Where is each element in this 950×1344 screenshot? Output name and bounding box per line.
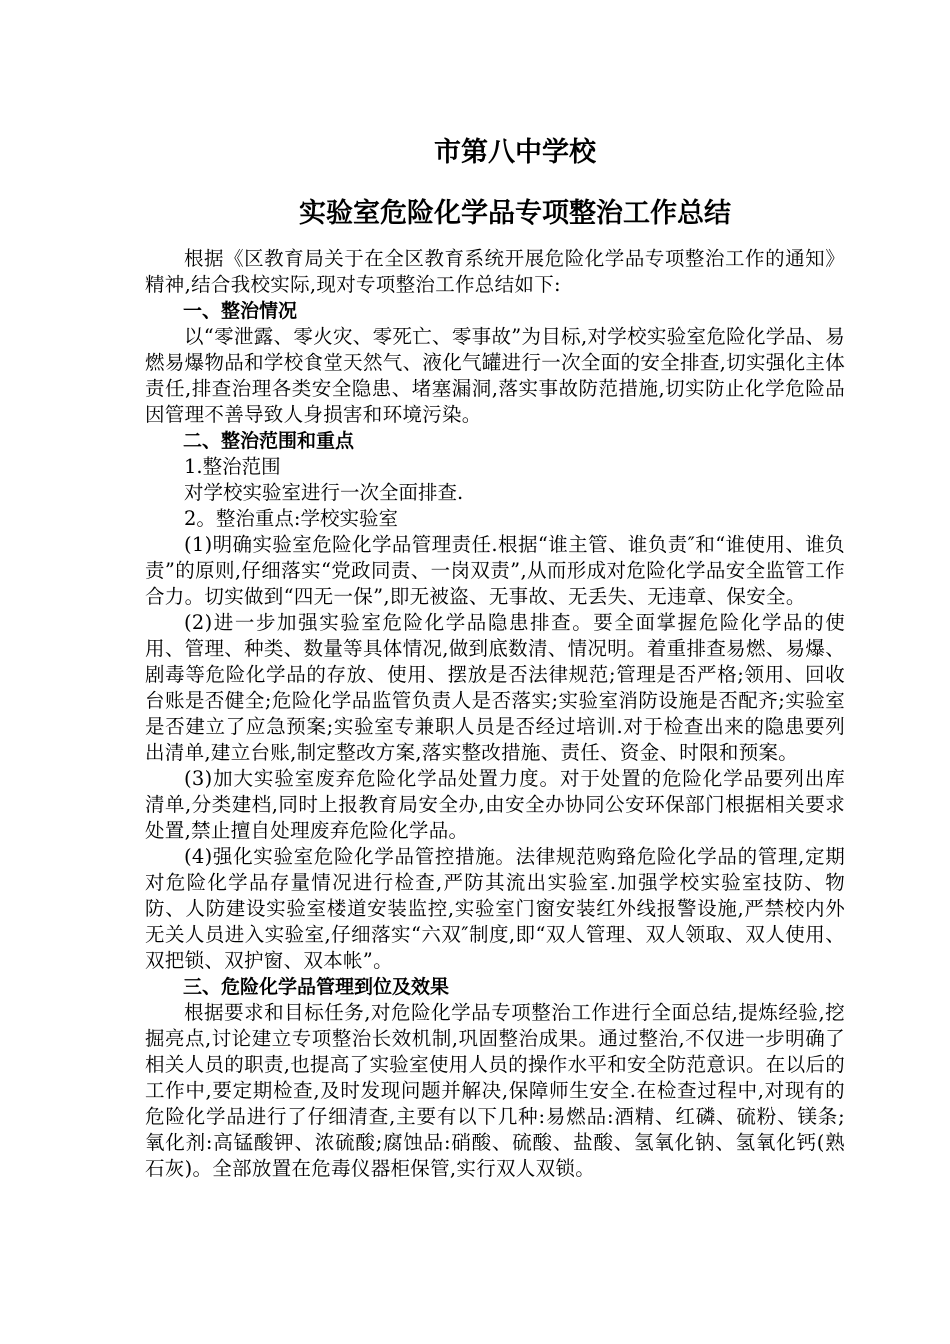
section1-heading: 一、整治情况 [183, 300, 298, 322]
section2-heading: 二、整治范围和重点 [183, 430, 355, 452]
document-title: 实验室危险化学品专项整治工作总结 [299, 198, 731, 229]
scope-text: 对学校实验室进行一次全面排查. [184, 481, 464, 504]
document-body [145, 246, 845, 1182]
focus-item-2: (2)进一步加强实验室危险化学品隐患排查。要全面掌握危险化学品的使用、管理、种类、数量等具体情况,做到底数清、情况明。着重排查易燃、易爆、剧毒等危险化学品的存放、使用、摆放是否法律规范;管理是否严格;领用、回收台账是否健全;危险化学品监管负责人是否落实;实验室消防设施是否配齐;实验室是否建立了应急预案;实验室专兼职人员是否经过培训.对于检查出来的隐患要列出清单,建立台账,制定整改方案,落实整改措施、责任、资金、时限和预案。 [145, 611, 845, 764]
focus-item-3: (3)加大实验室废弃危险化学品处置力度。对于处置的危险化学品要列出库清单,分类建档,同时上报教育局安全办,由安全办协同公安环保部门根据相关要求处置,禁止擅自处理废弃危险化学品。 [145, 767, 845, 842]
section1-paragraph: 以“零泄露、零火灾、零死亡、零事故”为目标,对学校实验室危险化学品、易燃易爆物品和学校食堂天然气、液化气罐进行一次全面的安全排查,切实强化主体责任,排查治理各类安全隐患、堵塞漏洞,落实事故防范措施,切实防止化学危险品因管理不善导致人身损害和环境污染。 [145, 325, 845, 426]
scope-label: 1.整治范围 [184, 455, 281, 478]
focus-item-1: (1)明确实验室危险化学品管理责任.根据“谁主管、谁负责″和“谁使用、谁负责”的原则,仔细落实“党政同责、一岗双责”,从而形成对危险化学品安全监管工作合力。切实做到“四无一保”,即无被盗、无事故、无丢失、无违章、保安全。 [145, 533, 845, 608]
section3-paragraph: 根据要求和目标任务,对危险化学品专项整治工作进行全面总结,提炼经验,挖掘亮点,讨论建立专项整治长效机制,巩固整治成果。通过整治,不仅进一步明确了相关人员的职责,也提高了实验室使用人员的操作水平和安全防范意识。在以后的工作中,要定期检查,及时发现问题并解决,保障师生安全.在检查过程中,对现有的危险化学品进行了仔细清查,主要有以下几种:易燃品:酒精、红磷、硫粉、镁条;氧化剂:高锰酸钾、浓硫酸;腐蚀品:硝酸、硫酸、盐酸、氢氧化钠、氢氧化钙(熟石灰)。全部放置在危毒仪器柜保管,实行双人双锁。 [145, 1001, 845, 1180]
focus-label: 2。整治重点:学校实验室 [184, 507, 398, 530]
section3-heading: 三、危险化学品管理到位及效果 [183, 976, 450, 998]
school-name: 市第八中学校 [434, 137, 596, 168]
intro-paragraph: 根据《区教育局关于在全区教育系统开展危险化学品专项整治工作的通知》精神,结合我校实际,现对专项整治工作总结如下: [145, 247, 845, 296]
focus-item-4: (4)强化实验室危险化学品管控措施。法律规范购臵危险化学品的管理,定期对危险化学品存量情况进行检查,严防其流出实验室.加强学校实验室技防、物防、人防建设实验室楼道安装监控,实验室门窗安装红外线报警设施,严禁校内外无关人员进入实验室,仔细落实“六双″制度,即“双人管理、双人领取、双人使用、双把锁、双护窗、双本帐”。 [145, 845, 845, 972]
